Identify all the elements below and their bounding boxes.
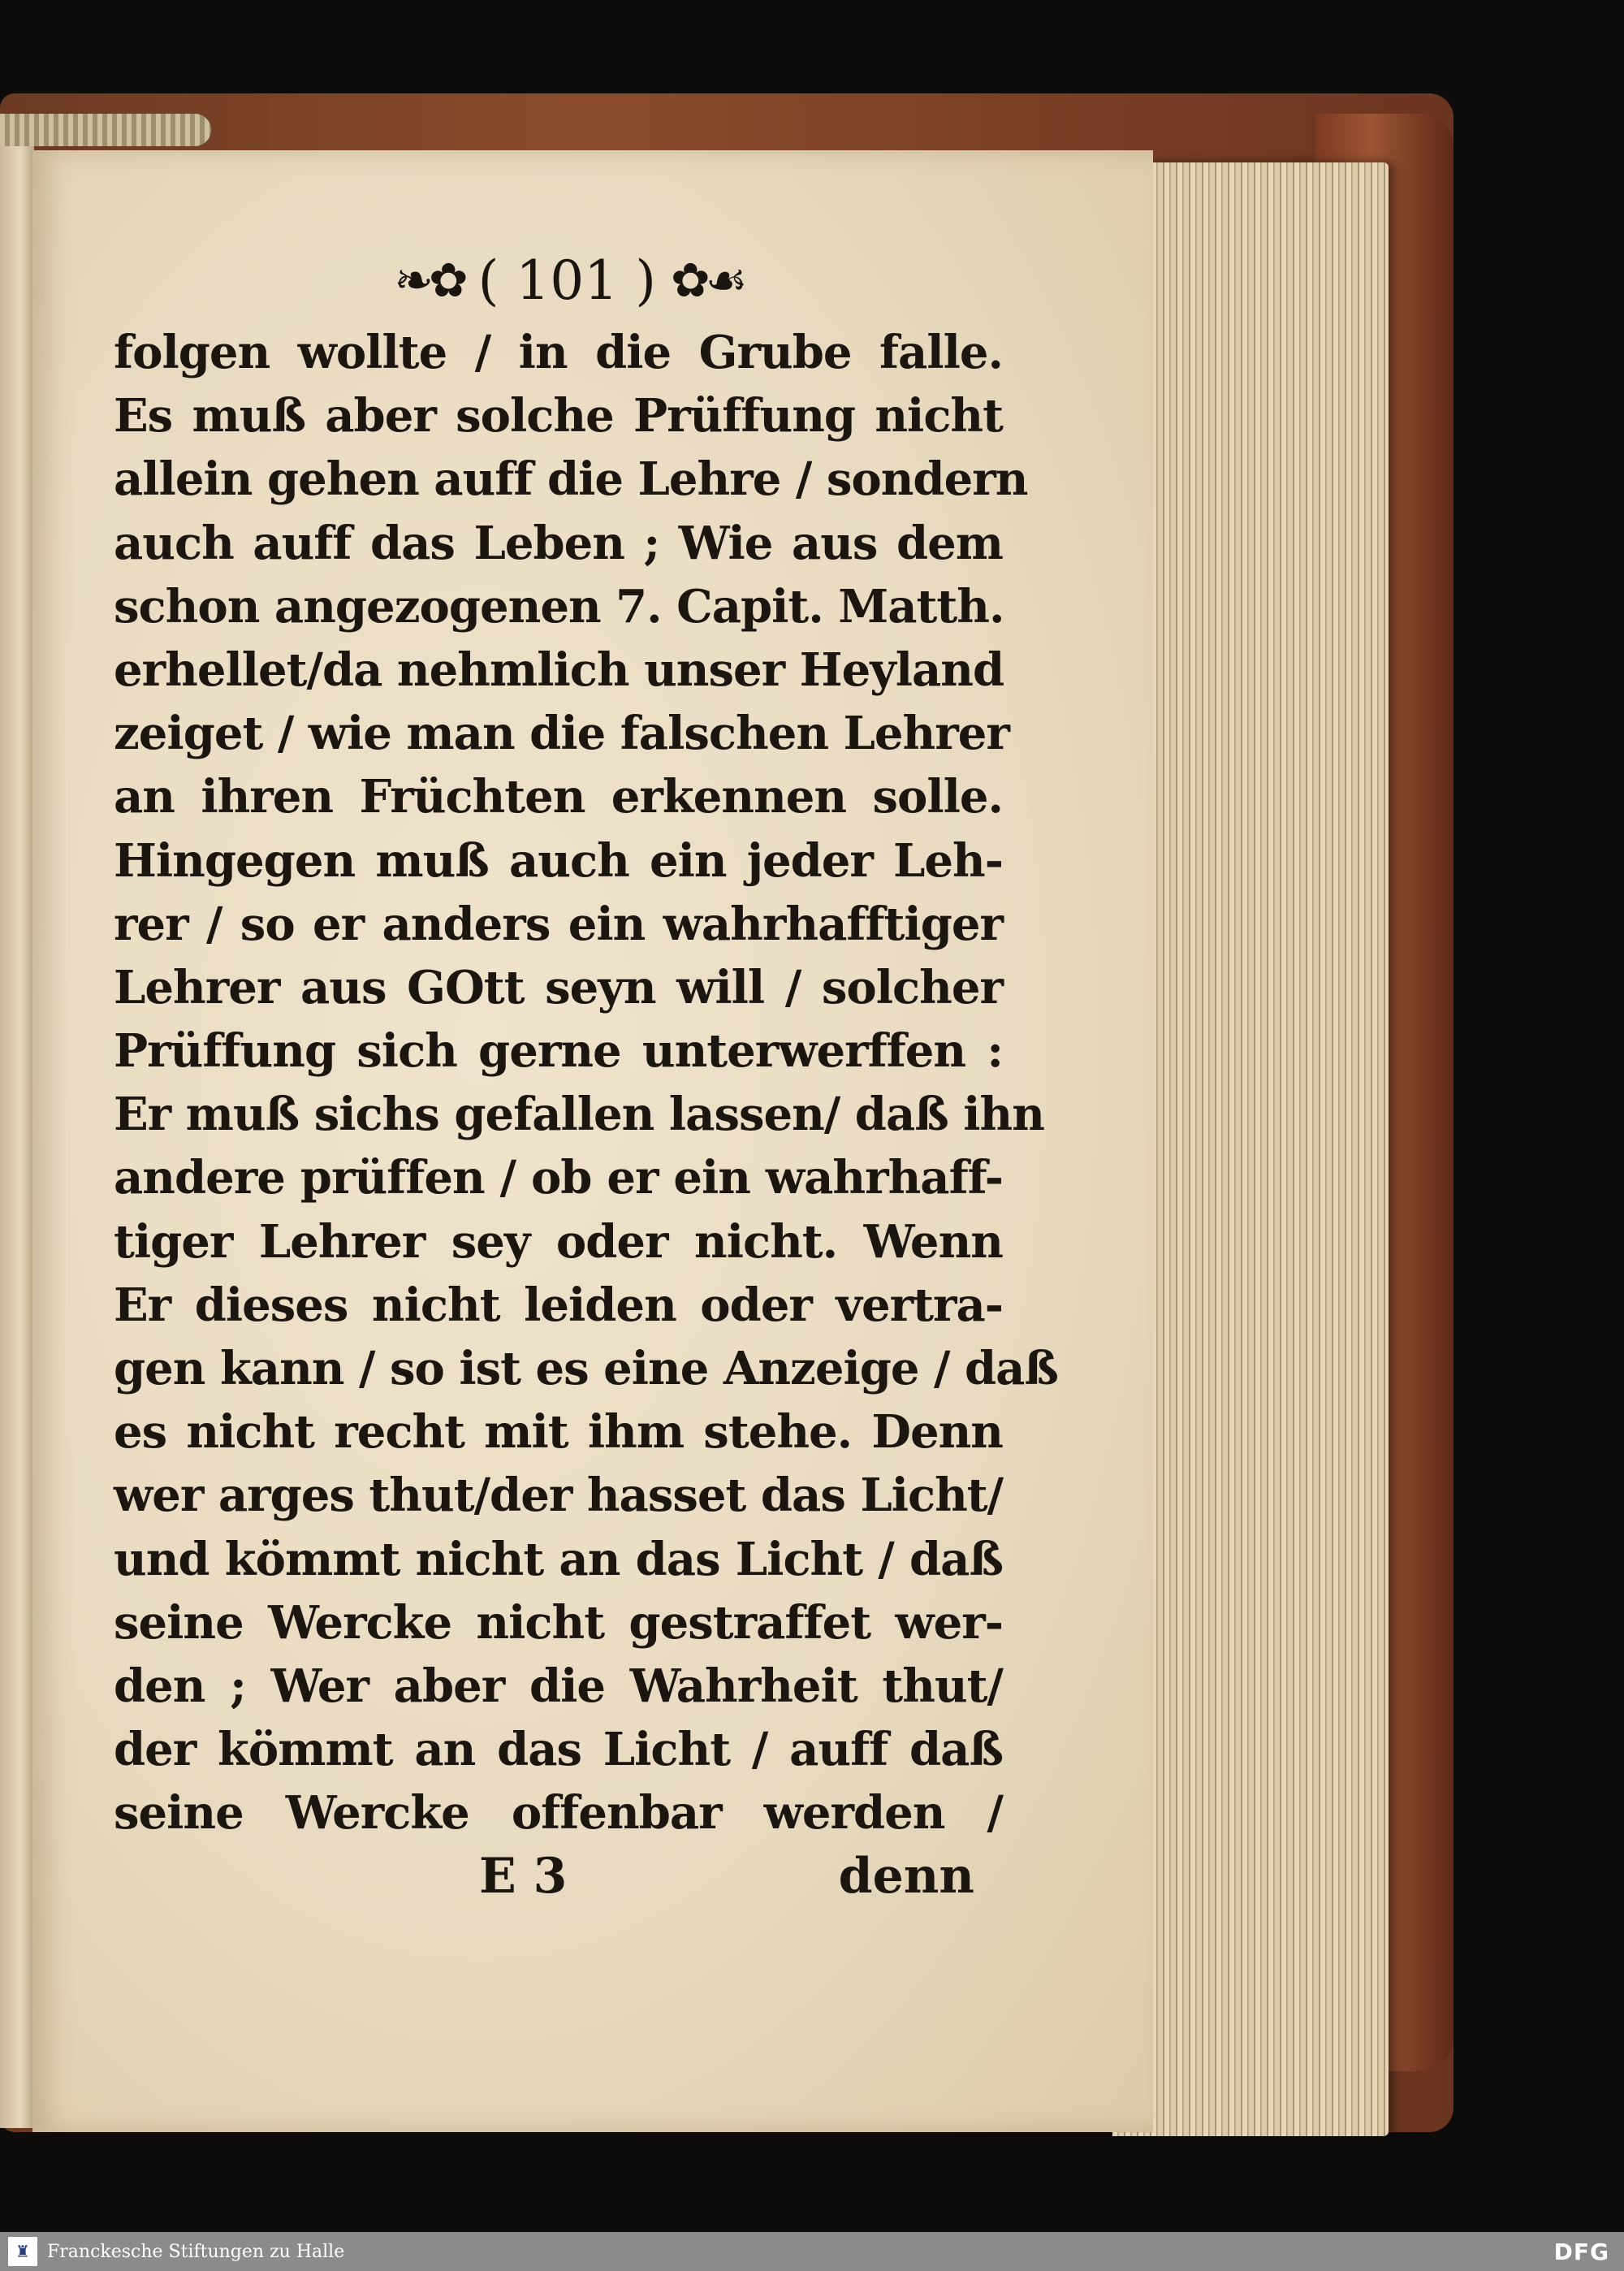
page-footer — [114, 1848, 974, 1921]
page-number: ( 101 ) — [477, 249, 657, 312]
text-line: den ; Wer aber die Wahrheit thut/ — [114, 1659, 1003, 1713]
text-line: erhellet/da nehmlich unser Heyland — [114, 642, 1004, 697]
dfg-logo: DFG — [1553, 2239, 1609, 2265]
text-line: Es muß aber solche Prüffung nicht — [114, 389, 1003, 443]
text-line: zeiget / wie man die falschen Lehrer — [114, 707, 1009, 761]
page-edges — [1112, 162, 1389, 2136]
text-line: gen kann / so ist es eine Anzeige / daß — [114, 1342, 1058, 1395]
text-line: rer / so er anders ein wahrhafftiger — [114, 897, 1003, 951]
institution-name: Franckesche Stiftungen zu Halle — [47, 2242, 345, 2262]
ornament-right-icon: ✿☙ — [671, 253, 743, 308]
ornament-left-icon: ❧✿ — [394, 253, 464, 308]
info-bar — [0, 2232, 1624, 2271]
page-header — [382, 244, 755, 317]
text-line: seine Wercke offenbar werden / — [114, 1786, 1003, 1841]
page-body-text — [114, 321, 1058, 1845]
text-line: und kömmt nicht an das Licht / daß — [114, 1532, 1003, 1586]
text-line: seine Wercke nicht gestraffet wer- — [114, 1595, 1003, 1650]
institution-logo-icon: ♜ — [8, 2237, 37, 2266]
text-line: der kömmt an das Licht / auff daß — [114, 1723, 1003, 1777]
text-line: folgen wollte / in die Grube falle. — [114, 326, 1003, 379]
text-line: Er dieses nicht leiden oder vertra- — [114, 1278, 1003, 1332]
text-line: an ihren Früchten erkennen solle. — [114, 770, 1003, 824]
text-line: tiger Lehrer sey oder nicht. Wenn — [114, 1214, 1003, 1269]
text-line: Hingegen muß auch ein jeder Leh- — [114, 833, 1003, 888]
text-line: Prüffung sich gerne unterwerffen : — [114, 1024, 1003, 1079]
headband — [0, 114, 211, 146]
catchword: denn — [838, 1848, 974, 1905]
text-line: allein gehen auff die Lehre / sondern — [114, 452, 1028, 507]
text-line: andere prüffen / ob er ein wahrhaff- — [114, 1151, 1003, 1205]
text-line: schon angezogenen 7. Capit. Matth. — [114, 579, 1004, 634]
text-line: auch auff das Leben ; Wie aus dem — [114, 516, 1003, 570]
text-line: Er muß sichs gefallen lassen/ daß ihn — [114, 1088, 1044, 1142]
facing-page-strip — [0, 138, 34, 2128]
text-line: wer arges thut/der hasset das Licht/ — [114, 1469, 1004, 1523]
text-line: es nicht recht mit ihm stehe. Denn — [114, 1405, 1003, 1460]
text-line: Lehrer aus GOtt seyn will / solcher — [114, 960, 1003, 1014]
signature-mark: E 3 — [479, 1848, 568, 1905]
